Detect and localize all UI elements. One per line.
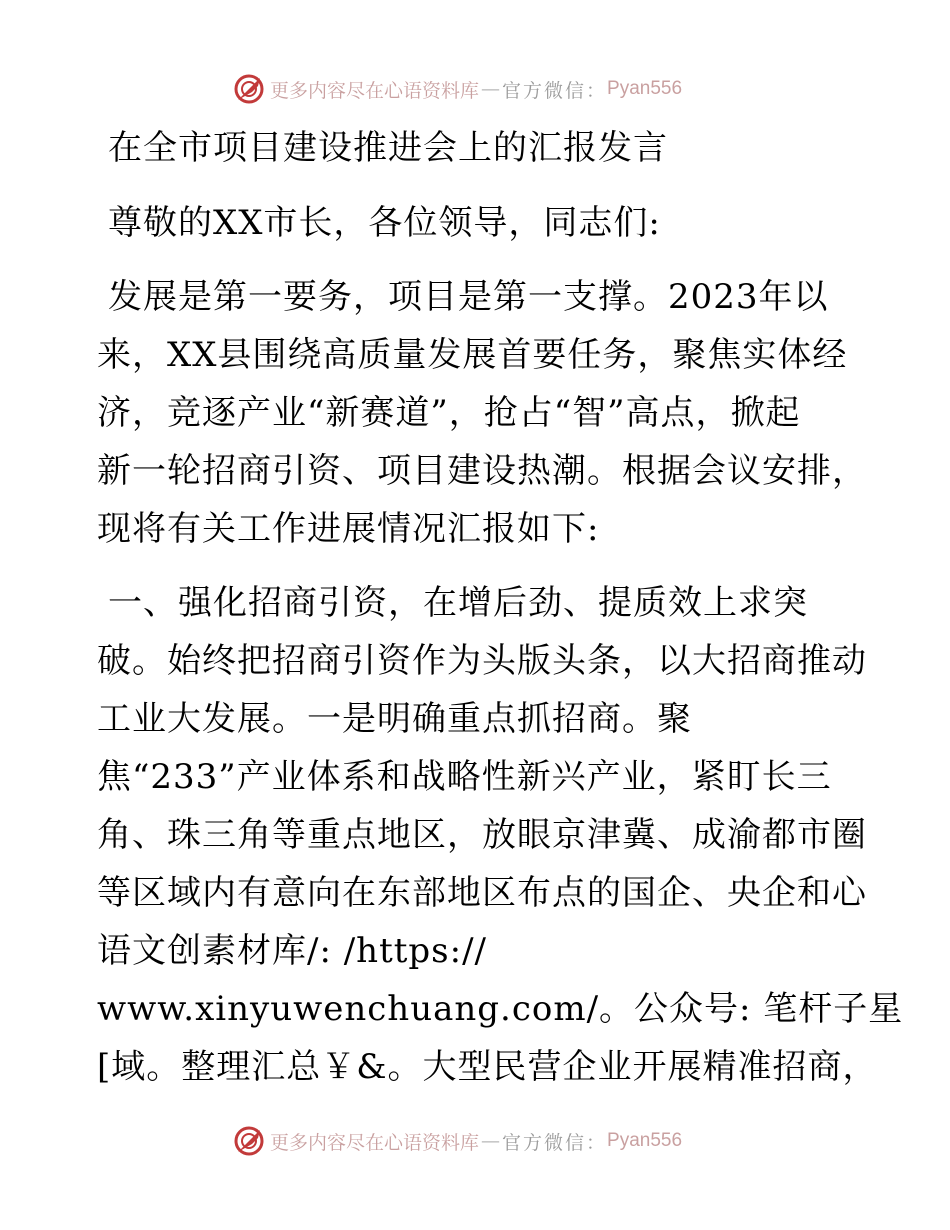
watermark-bottom	[232, 1124, 682, 1158]
paragraph-line: 破。始终把招商引资作为头版头条，以大招商推动	[97, 641, 867, 681]
paragraph-line: 工业大发展。一是明确重点抓招商。聚	[97, 699, 692, 739]
paragraph-line: 新一轮招商引资、项目建设热潮。根据会议安排，	[97, 451, 867, 491]
paragraph-line: 现将有关工作进展情况汇报如下:	[97, 509, 600, 549]
watermark-main-text: 更多内容尽在心语资料库	[270, 1131, 480, 1154]
watermark-main-text: 更多内容尽在心语资料库	[270, 79, 480, 102]
paragraph-line: [域。整理汇总￥&。大型民营企业开展精准招商，	[97, 1047, 878, 1087]
watermark-top	[232, 72, 682, 106]
paragraph-line: 来，XX县围绕高质量发展首要任务，聚焦实体经	[97, 335, 848, 375]
paragraph-line: 等区域内有意向在东部地区布点的国企、央企和心	[97, 873, 867, 913]
watermark-id: Pyan556	[607, 78, 683, 99]
document-title: 在全市项目建设推进会上的汇报发言	[108, 128, 668, 168]
paragraph-line: 角、珠三角等重点地区，放眼京津冀、成渝都市圈	[97, 815, 867, 855]
watermark-logo-icon	[232, 72, 266, 106]
watermark-dash: —	[481, 1130, 501, 1152]
paragraph-line: www.xinyuwenchuang.com/。公众号: 笔杆子星	[97, 989, 904, 1029]
paragraph-line: 发展是第一要务，项目是第一支撑。2023年以	[108, 277, 829, 317]
paragraph-line: 济，竞逐产业“新赛道”，抢占“智”高点，掀起	[97, 393, 801, 433]
watermark-logo-icon	[232, 1124, 266, 1158]
watermark-label: 官方微信：	[502, 1131, 608, 1154]
watermark-label: 官方微信：	[502, 79, 608, 102]
paragraph-line: 语文创素材库/: /https://	[97, 931, 487, 971]
watermark-id: Pyan556	[607, 1130, 683, 1151]
section-heading-line: 一、强化招商引资，在增后劲、提质效上求突	[108, 583, 808, 623]
greeting: 尊敬的XX市长，各位领导，同志们:	[108, 203, 661, 243]
paragraph-line: 焦“233”产业体系和战略性新兴产业，紧盯长三	[97, 757, 832, 797]
watermark-dash: —	[481, 78, 501, 100]
